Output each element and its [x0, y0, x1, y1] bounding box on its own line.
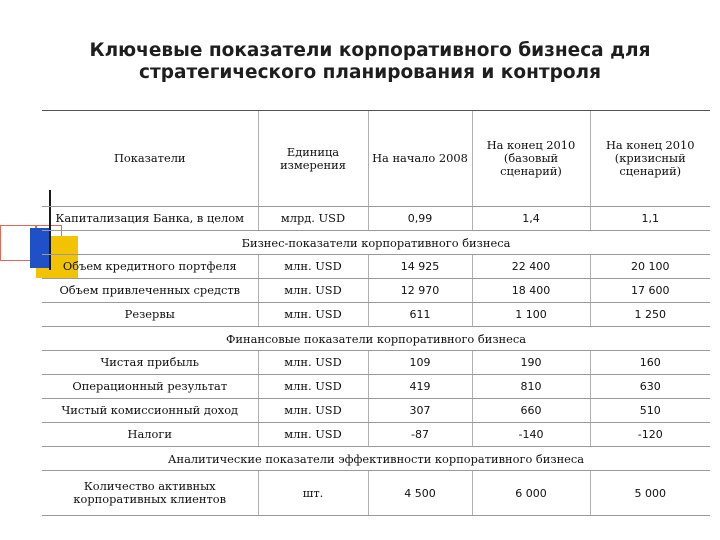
row-name: Количество активных корпоративных клиентов: [42, 471, 258, 516]
table-row: [42, 279, 710, 303]
row-value-base: 6 000: [472, 471, 590, 516]
row-unit: шт.: [258, 471, 368, 516]
indicators-table: [42, 110, 710, 516]
row-unit: млн. USD: [258, 423, 368, 447]
row-name: Резервы: [42, 303, 258, 327]
row-value-crisis: 1 250: [590, 303, 710, 327]
header-end-2010-crisis: На конец 2010 (кризисный сценарий): [590, 111, 710, 207]
row-value-2008: 611: [368, 303, 472, 327]
table-row: [42, 351, 710, 375]
row-value-base: 810: [472, 375, 590, 399]
row-unit: млн. USD: [258, 351, 368, 375]
row-value-base: 22 400: [472, 255, 590, 279]
row-name: Чистый комиссионный доход: [42, 399, 258, 423]
row-unit: млн. USD: [258, 303, 368, 327]
row-value-crisis: 1,1: [590, 207, 710, 231]
row-name: Чистая прибыль: [42, 351, 258, 375]
row-value-crisis: 17 600: [590, 279, 710, 303]
section-header-row: [42, 231, 710, 255]
section-header-row: [42, 327, 710, 351]
row-value-2008: 419: [368, 375, 472, 399]
table-row: [42, 207, 710, 231]
table-row: [42, 423, 710, 447]
row-value-crisis: 20 100: [590, 255, 710, 279]
row-value-2008: 12 970: [368, 279, 472, 303]
table-header-row: [42, 111, 710, 207]
row-value-2008: -87: [368, 423, 472, 447]
header-unit: Единица измерения: [258, 111, 368, 207]
table-row: [42, 399, 710, 423]
row-value-crisis: 160: [590, 351, 710, 375]
header-start-2008: На начало 2008: [368, 111, 472, 207]
row-value-2008: 14 925: [368, 255, 472, 279]
section-title: Аналитические показатели эффективности корпоративного бизнеса: [42, 447, 710, 471]
row-name: Налоги: [42, 423, 258, 447]
row-name: Капитализация Банка, в целом: [42, 207, 258, 231]
section-title: Финансовые показатели корпоративного бизнеса: [42, 327, 710, 351]
slide-title: [40, 40, 700, 84]
section-header-row: [42, 447, 710, 471]
row-name: Объем кредитного портфеля: [42, 255, 258, 279]
row-value-crisis: -120: [590, 423, 710, 447]
table-row: [42, 303, 710, 327]
row-value-base: 660: [472, 399, 590, 423]
slide-title-line-2: стратегического планирования и контроля: [139, 62, 601, 83]
row-unit: млн. USD: [258, 255, 368, 279]
row-value-base: 190: [472, 351, 590, 375]
section-title: Бизнес-показатели корпоративного бизнеса: [42, 231, 710, 255]
row-value-base: 18 400: [472, 279, 590, 303]
row-value-crisis: 630: [590, 375, 710, 399]
row-value-base: -140: [472, 423, 590, 447]
slide-title-line-1: Ключевые показатели корпоративного бизнеса для: [89, 40, 651, 61]
row-value-base: 1,4: [472, 207, 590, 231]
row-unit: млн. USD: [258, 279, 368, 303]
table-row: [42, 255, 710, 279]
table-row: [42, 375, 710, 399]
row-unit: млн. USD: [258, 375, 368, 399]
table-row: [42, 471, 710, 516]
row-name: Операционный результат: [42, 375, 258, 399]
row-value-crisis: 510: [590, 399, 710, 423]
header-indicator: Показатели: [42, 111, 258, 207]
row-value-2008: 0,99: [368, 207, 472, 231]
row-name: Объем привлеченных средств: [42, 279, 258, 303]
row-value-base: 1 100: [472, 303, 590, 327]
row-unit: млн. USD: [258, 399, 368, 423]
row-value-crisis: 5 000: [590, 471, 710, 516]
row-unit: млрд. USD: [258, 207, 368, 231]
row-value-2008: 109: [368, 351, 472, 375]
row-value-2008: 4 500: [368, 471, 472, 516]
header-end-2010-base: На конец 2010 (базовый сценарий): [472, 111, 590, 207]
row-value-2008: 307: [368, 399, 472, 423]
